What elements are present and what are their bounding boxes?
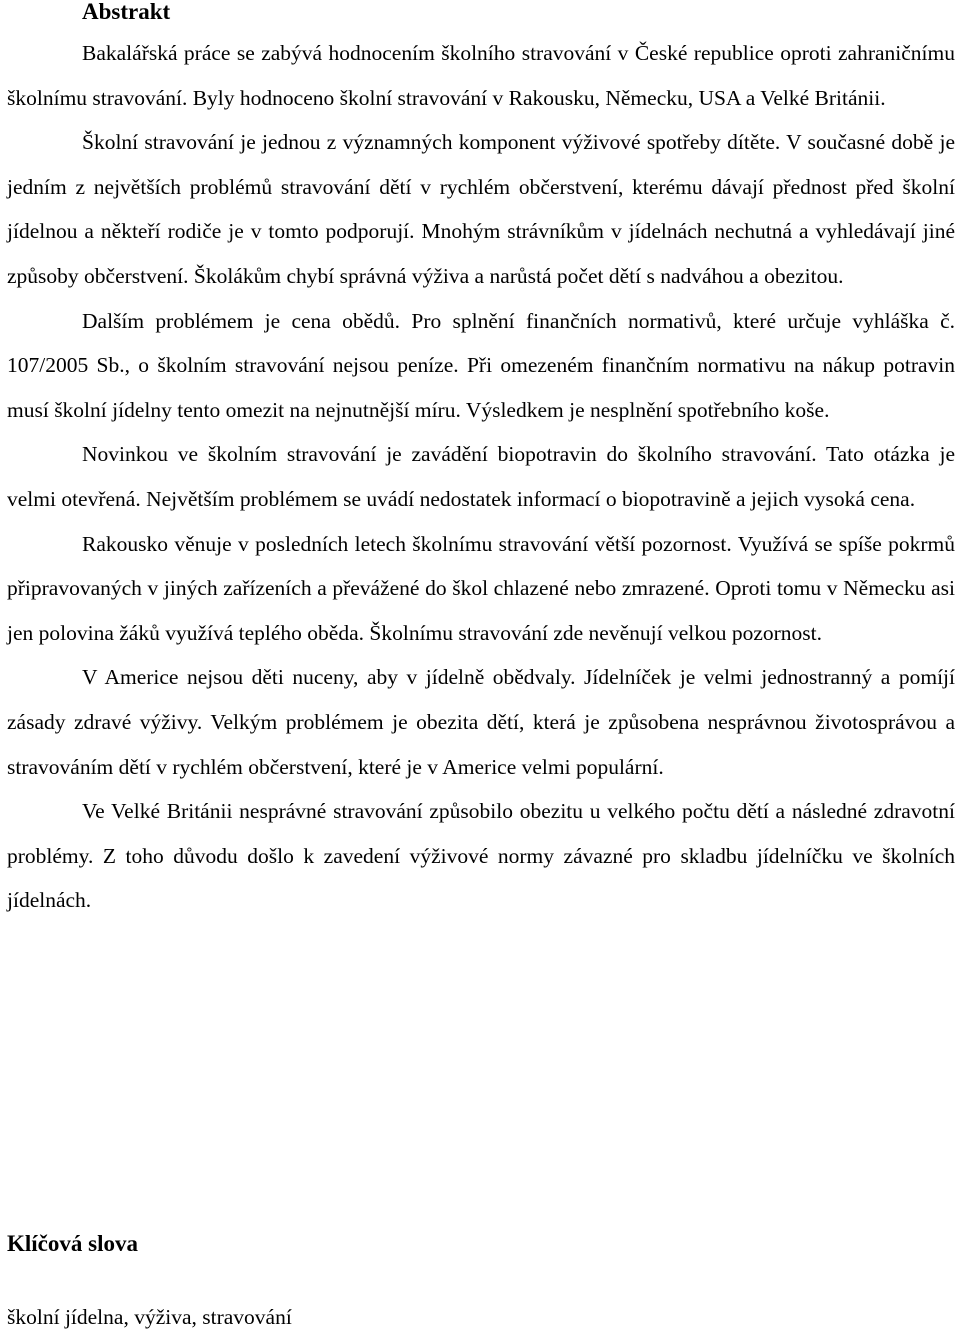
abstract-paragraph: V Americe nejsou děti nuceny, aby v jídelně obědvaly. Jídelníček je velmi jednostranný a pomíjí zásady zdravé výživy. Velkým problémem je obezita dětí, která je způsobena nesprávnou životosprávou a stravováním dětí v rychlém občerstvení, které je v Americe velmi populární. [7,665,955,779]
abstract-paragraph: Školní stravování je jednou z významných komponent výživové spotřeby dítěte. V současné době je jedním z největších problémů stravování dětí v rychlém občerstvení, kterému dávají přednost před školní jídelnou a někteří rodiče je v tomto podporují. Mnohým strávníkům v jídelnách nechutná a vyhledávají jiné způsoby občerstvení. Školákům chybí správná výživa a narůstá počet dětí s nadváhou a obezitou. [7,130,955,288]
keywords-heading: Klíčová slova [7,1231,138,1256]
abstract-paragraph: Ve Velké Británii nesprávné stravování způsobilo obezitu u velkého počtu dětí a následné zdravotní problémy. Z toho důvodu došlo k zavedení výživové normy závazné pro skladbu jídelníčku ve školních jídelnách. [7,799,955,913]
abstract-paragraph: Novinkou ve školním stravování je zavádění biopotravin do školního stravování. Tato otázka je velmi otevřená. Největším problémem se uvádí nedostatek informací o biopotravině a jejich vysoká cena. [7,442,955,511]
abstract-paragraph: Rakousko věnuje v posledních letech školnímu stravování větší pozornost. Využívá se spíše pokrmů připravovaných v jiných zařízeních a převážené do škol chlazené nebo zmrazené. Oproti tomu v Německu asi jen polovina žáků využívá teplého oběda. Školnímu stravování zde nevěnují velkou pozornost. [7,531,955,645]
abstract-body [7,31,955,923]
keywords-text: školní jídelna, výživa, stravování [7,1305,292,1329]
abstract-paragraph: Bakalářská práce se zabývá hodnocením školního stravování v České republice oproti zahraničnímu školnímu stravování. Byly hodnoceno školní stravování v Rakousku, Německu, USA a Velké Británii. [7,41,955,110]
abstract-paragraph: Dalším problémem je cena obědů. Pro splnění finančních normativů, které určuje vyhláška č. 107/2005 Sb., o školním stravování nejsou peníze. Při omezeném finančním normativu na nákup potravin musí školní jídelny tento omezit na nejnutnější míru. Výsledkem je nesplnění spotřebního koše. [7,308,955,422]
abstract-heading: Abstrakt [82,0,171,24]
